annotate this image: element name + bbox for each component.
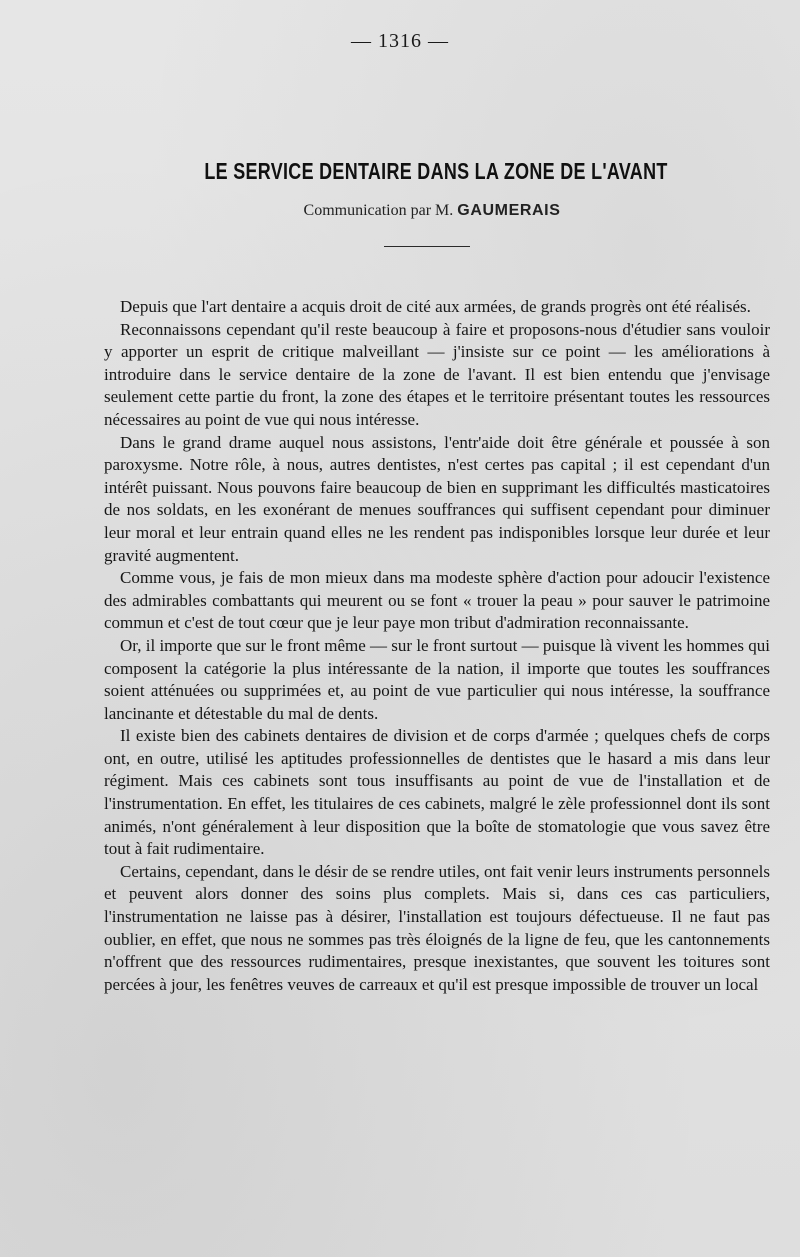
paragraph-3: Dans le grand drame auquel nous assistons, l'entr'aide doit être générale et poussée à son paroxysme. Notre rôle, à nous, autres dentistes, n'est certes pas capital ; il est cependant d'un intérêt puissant. Nous pouvons faire beaucoup de bien en supprimant les difficultés masticatoires de nos soldats, en les exonérant de menues souffrances qui suffisent cependant pour diminuer leur moral et leur entrain quand elles ne les rendent pas indisponibles lorsque leur durée et leur gravité augmentent. bbox=[104, 432, 770, 565]
paragraph-1: Depuis que l'art dentaire a acquis droit de cité aux armées, de grands progrès ont été réalisés. bbox=[120, 297, 751, 316]
byline bbox=[0, 202, 800, 220]
page-number: — 1316 — bbox=[351, 30, 449, 52]
paragraph-6: Il existe bien des cabinets dentaires de division et de corps d'armée ; quelques chefs de corps ont, en outre, utilisé les aptitudes professionnelles de dentistes que le hasard a mis dans leur régiment. Mais ces cabinets sont tous insuffisants au point de vue de l'installation et de l'instrumentation. En effet, les titulaires de ces cabinets, malgré le zèle professionnel dont ils sont animés, n'ont généralement à leur disposition que la boîte de stomatologie que vous savez être tout à fait rudimentaire. bbox=[104, 726, 770, 859]
paragraph-2: Reconnaissons cependant qu'il reste beaucoup à faire et proposons-nous d'étudier sans vouloir y apporter un esprit de critique malveillant — j'insiste sur ce point — les améliorations à introduire dans le service dentaire de la zone de l'avant. Il est bien entendu que j'envisage seulement cette partie du front, la zone des étapes et le territoire présentant toutes les ressources nécessaires au point de vue qui nous intéresse. bbox=[104, 319, 770, 429]
paragraph-5: Or, il importe que sur le front même — sur le front surtout — puisque là vivent les hommes qui composent la catégorie la plus intéressante de la nation, il importe que toutes les souffrances soient atténuées ou supprimées et, au point de vue particulier qui nous intéresse, la souffrance lancinante et détestable du mal de dents. bbox=[104, 635, 770, 723]
title-divider bbox=[384, 246, 470, 247]
paragraph-4: Comme vous, je fais de mon mieux dans ma modeste sphère d'action pour adoucir l'existence des admirables combattants qui meurent ou se font « trouer la peau » pour sauver le patrimoine commun et c'est de tout cœur que je leur paye mon tribut d'admiration reconnaissante. bbox=[104, 568, 770, 633]
byline-author: GAUMERAIS bbox=[457, 202, 561, 219]
article-body bbox=[104, 296, 770, 996]
byline-prefix: Communication par M. bbox=[303, 202, 454, 219]
article-title: LE SERVICE DENTAIRE DANS LA ZONE DE L'AVANT bbox=[204, 158, 668, 184]
paragraph-7: Certains, cependant, dans le désir de se rendre utiles, ont fait venir leurs instruments personnels et peuvent alors donner des soins plus complets. Mais si, dans ces cas particuliers, l'instrumentation ne laisse pas à désirer, l'installation est toujours défectueuse. Il ne faut pas oublier, en effet, que nous ne sommes pas très éloignés de la ligne de feu, que les cantonnements n'offrent que des ressources rudimentaires, presque inexistantes, que souvent les toitures sont percées à jour, les fenêtres veuves de carreaux et qu'il est presque impossible de trouver un local bbox=[104, 861, 770, 994]
